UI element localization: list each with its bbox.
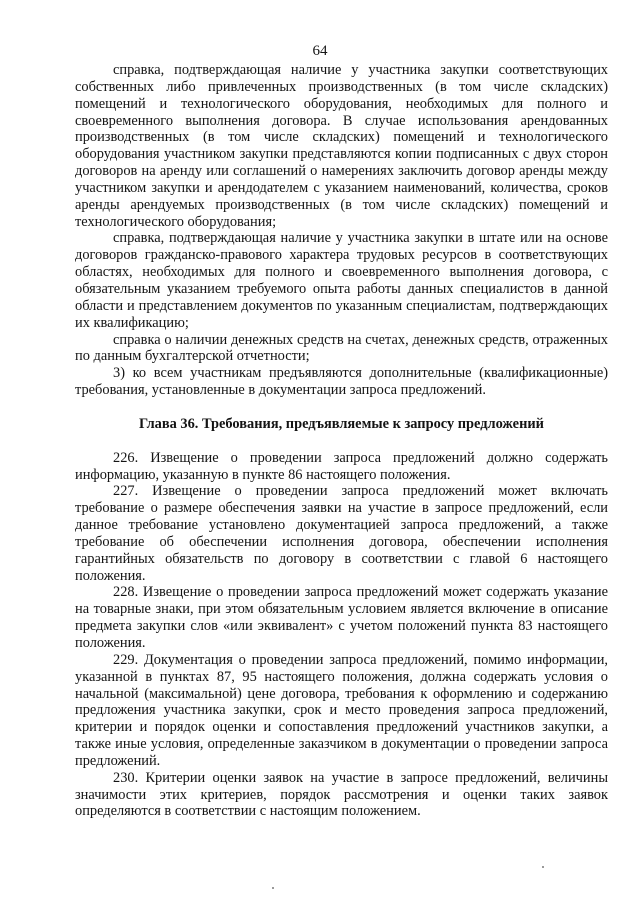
paragraph-premises-certificate: справка, подтверждающая наличие у участника закупки соответствующих собственных либо привлеченных производственных (в том числе складских) помещений и технологического оборудования, необходимых для полного и своевременного выполнения договора. В случае использования арендованных производственных (в том числе складских) помещений и технологического оборудования участником закупки представляются копии подписанных с двух сторон договоров на аренду или соглашений о намерениях заключить договор аренды между участником закупки и арендодателем с указанием наименований, количества, сроков аренды арендуемых производственных (в том числе складских) помещений и технологического оборудования; xyxy=(75,62,608,230)
page-number: 64 xyxy=(312,43,328,59)
section-227: 227. Извещение о проведении запроса предложений может включать требование о размере обеспечения заявки на участие в запросе предложений, если данное требование установлено документацией запроса предложений, а также требование об обеспечении исполнения договора, обеспечении исполнения гарантийных обязательств по договору в соответствии с главой 6 настоящего положения. xyxy=(75,483,608,584)
paragraph-additional-requirements: 3) ко всем участникам предъявляются дополнительные (квалификационные) требования, установленные в документации запроса предложений. xyxy=(75,365,608,399)
paragraph-funds-certificate: справка о наличии денежных средств на счетах, денежных средств, отраженных по данным бухгалтерской отчетности; xyxy=(75,331,608,365)
scan-speck xyxy=(272,887,274,889)
section-230: 230. Критерии оценки заявок на участие в запросе предложений, величины значимости этих критериев, порядок рассмотрения и оценки таких заявок определяются в соответствии с настоящим положением. xyxy=(75,769,608,820)
section-229: 229. Документация о проведении запроса предложений, помимо информации, указанной в пунктах 87, 95 настоящего положения, должна содержать условия о начальной (максимальной) цене договора, требования к оформлению и содержанию предложения участника закупки, срок и место проведения запроса предложений, критерии и порядок оценки и сопоставления предложений участников закупки, а также иные условия, определенные заказчиком в документации о проведении запроса предложений. xyxy=(75,651,608,769)
paragraph-staff-certificate: справка, подтверждающая наличие у участника закупки в штате или на основе договоров гражданско-правового характера трудовых ресурсов в соответствующих областях, необходимых для полного и своевременного выполнения договора, с обязательным указанием требуемого опыта работы данных специалистов в данной области и представлением документов по указанным специалистам, подтверждающих их квалификацию; xyxy=(75,230,608,331)
section-228: 228. Извещение о проведении запроса предложений может содержать указание на товарные знаки, при этом обязательным условием является включение в описание предмета закупки слов «или эквивалент» с учетом положений пункта 83 настоящего положения. xyxy=(75,584,608,651)
document-body xyxy=(75,62,608,820)
scan-speck xyxy=(542,866,544,868)
chapter-title: Глава 36. Требования, предъявляемые к запросу предложений xyxy=(139,415,544,432)
section-226: 226. Извещение о проведении запроса предложений должно содержать информацию, указанную в пункте 86 настоящего положения. xyxy=(75,449,608,483)
